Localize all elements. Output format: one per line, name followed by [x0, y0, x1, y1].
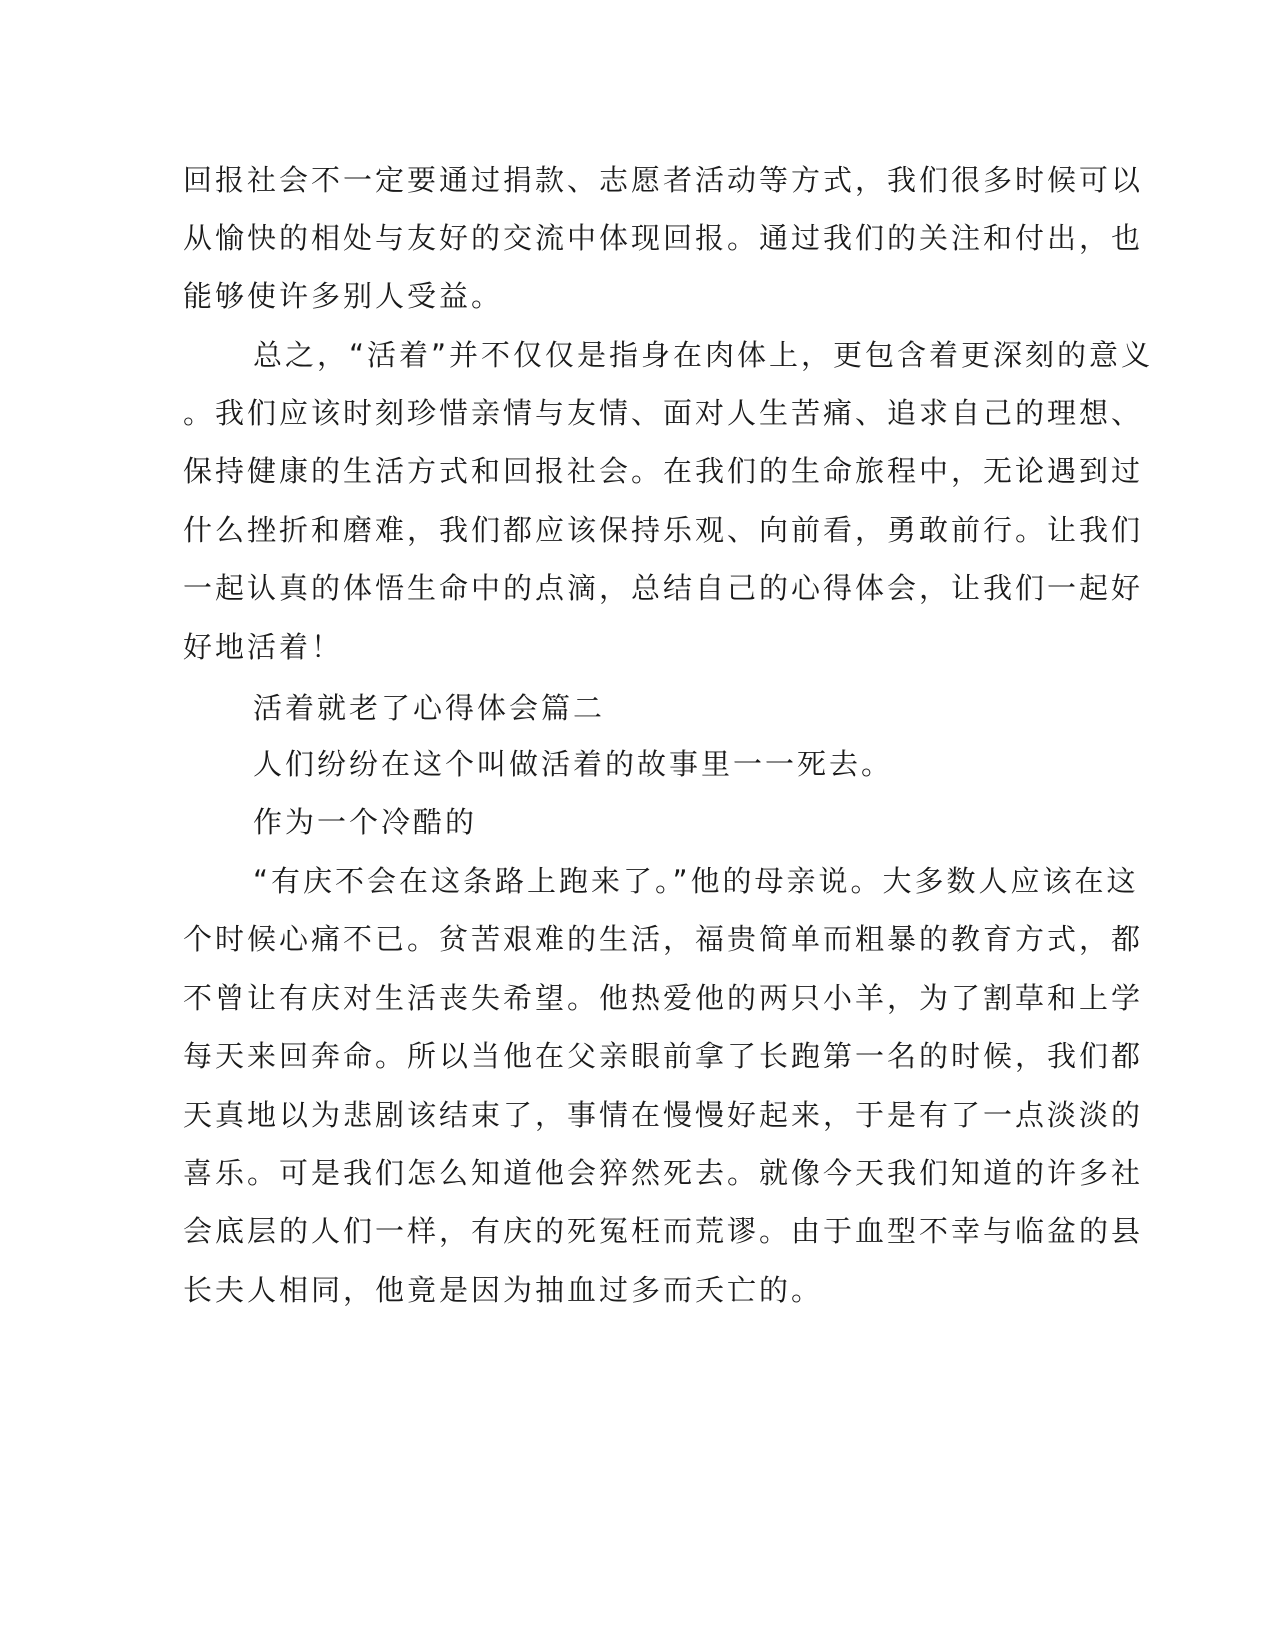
paragraph-line: 长夫人相同，他竟是因为抽血过多而夭亡的。 [183, 1273, 824, 1307]
paragraph-line: 个时候心痛不已。贫苦艰难的生活，福贵简单而粗暴的教育方式，都 [183, 922, 1144, 956]
paragraph-line: 人们纷纷在这个叫做活着的故事里一一死去。 [253, 747, 894, 781]
paragraph-line: 作为一个冷酷的 [253, 805, 478, 839]
paragraph-line: “有庆不会在这条路上跑来了。”他的母亲说。大多数人应该在这 [253, 864, 1139, 898]
paragraph-line: 什么挫折和磨难，我们都应该保持乐观、向前看，勇敢前行。让我们 [183, 513, 1144, 547]
paragraph-line: 回报社会不一定要通过捐款、志愿者活动等方式，我们很多时候可以 [183, 163, 1144, 197]
paragraph-line: 每天来回奔命。所以当他在父亲眼前拿了长跑第一名的时候，我们都 [183, 1039, 1144, 1073]
paragraph-line: 天真地以为悲剧该结束了，事情在慢慢好起来，于是有了一点淡淡的 [183, 1098, 1144, 1132]
paragraph-line: 一起认真的体悟生命中的点滴，总结自己的心得体会，让我们一起好 [183, 571, 1144, 605]
paragraph-line: 会底层的人们一样，有庆的死冤枉而荒谬。由于血型不幸与临盆的县 [183, 1214, 1144, 1248]
paragraph-line: 总之，“活着”并不仅仅是指身在肉体上，更包含着更深刻的意义 [253, 338, 1154, 372]
paragraph-line: 从愉快的相处与友好的交流中体现回报。通过我们的关注和付出，也 [183, 221, 1144, 255]
paragraph-line: 能够使许多别人受益。 [183, 279, 504, 313]
paragraph-line: 喜乐。可是我们怎么知道他会猝然死去。就像今天我们知道的许多社 [183, 1156, 1144, 1190]
paragraph-line: 不曾让有庆对生活丧失希望。他热爱他的两只小羊，为了割草和上学 [183, 981, 1144, 1015]
paragraph-line: 。我们应该时刻珍惜亲情与友情、面对人生苦痛、追求自己的理想、 [183, 396, 1144, 430]
section-heading: 活着就老了心得体会篇二 [253, 691, 606, 725]
paragraph-line: 保持健康的生活方式和回报社会。在我们的生命旅程中，无论遇到过 [183, 454, 1144, 488]
paragraph-line: 好地活着！ [183, 630, 344, 664]
